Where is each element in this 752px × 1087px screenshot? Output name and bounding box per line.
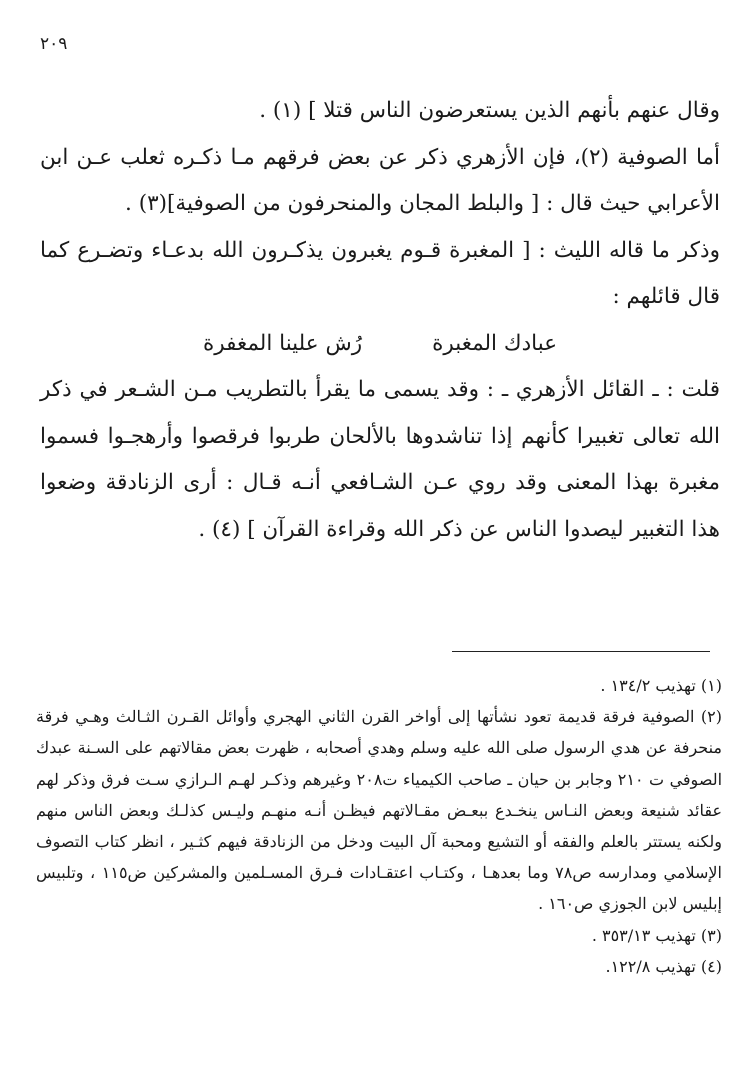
footnotes <box>36 670 722 982</box>
page-number: ٢٠٩ <box>40 34 68 54</box>
footnote-1: (١) تهذيب ١٣٤/٢ . <box>600 676 722 695</box>
verse-first-hemistich: عبادك المغبرة <box>432 330 558 356</box>
footnote-divider <box>452 651 710 652</box>
verse-line <box>40 321 720 368</box>
main-text <box>40 88 720 553</box>
paragraph-1: وقال عنهم بأنهم الذين يستعرضون الناس قتلا ] (١) . <box>259 98 720 123</box>
footnote-4: (٤) تهذيب ١٢٢/٨. <box>605 956 722 976</box>
footnote-3: (٣) تهذيب ٣٥٣/١٣ . <box>591 925 722 945</box>
verse-second-hemistich: رُش علينا المغفرة <box>202 330 363 356</box>
footnote-2: (٢) الصوفية فرقة قديمة تعود نشأتها إلى أواخر القرن الثاني الهجري وأوائل القـرن الثـالث وهـي فرقة منحرفة عن هدي الرسول صلى الله عليه وسلم وهدي أصحابه ، ظهرت بعض مقالاتهم على السـنة عبدك الصوفي ت ٢١٠ وجابر بن حيان ـ صاحب الكيمياء ت٢٠٨ وغيرهم وذكـر لهـم الـرازي سـت فرق وذكر لهم عقائد شنيعة وبعض النـاس ينخـدع ببعـض مقـالاتهم فيظـن أنـه منهـم وليـس كذلـك وبعض الناس منهم ولكنه يستتر بالعلم والفقه أو التشيع ومحبة آل البيت ودخل من الزنادقة فيهم كثـير ، انظر كتاب التصوف الإسلامي ومدارسه ص٧٨ وما بعدهـا ، وكتـاب اعتقـادات فـرق المسـلمين والمشركين ض١١٥ ، وتلبيس إبليس لابن الجوزي ص١٦٠ . <box>36 707 723 914</box>
paragraph-4: قلت : ـ القائل الأزهري ـ : وقد يسمى ما يقرأ بالتطريب مـن الشـعر في ذكر الله تعالى تغبيرا كأنهم إذا تناشدوها بالألحان طربوا فرقصوا وأرهجـوا فسموا مغبرة بهذا المعنى وقد روي عـن الشـافعي أنـه قـال : أرى الزنادقة وضعوا هذا التغبير ليصدوا الناس عن ذكر الله وقراءة القرآن ] (٤) . <box>40 377 720 542</box>
paragraph-3: وذكر ما قاله الليث : [ المغبرة قـوم يغبرون يذكـرون الله بدعـاء وتضـرع كما قال قائلهم : <box>40 237 720 309</box>
paragraph-2: أما الصوفية (٢)، فإن الأزهري ذكر عن بعض فرقهم مـا ذكـره ثعلب عـن ابن الأعرابي حيث قال : [ والبلط المجان والمنحرفون من الصوفية](٣) . <box>40 144 720 216</box>
